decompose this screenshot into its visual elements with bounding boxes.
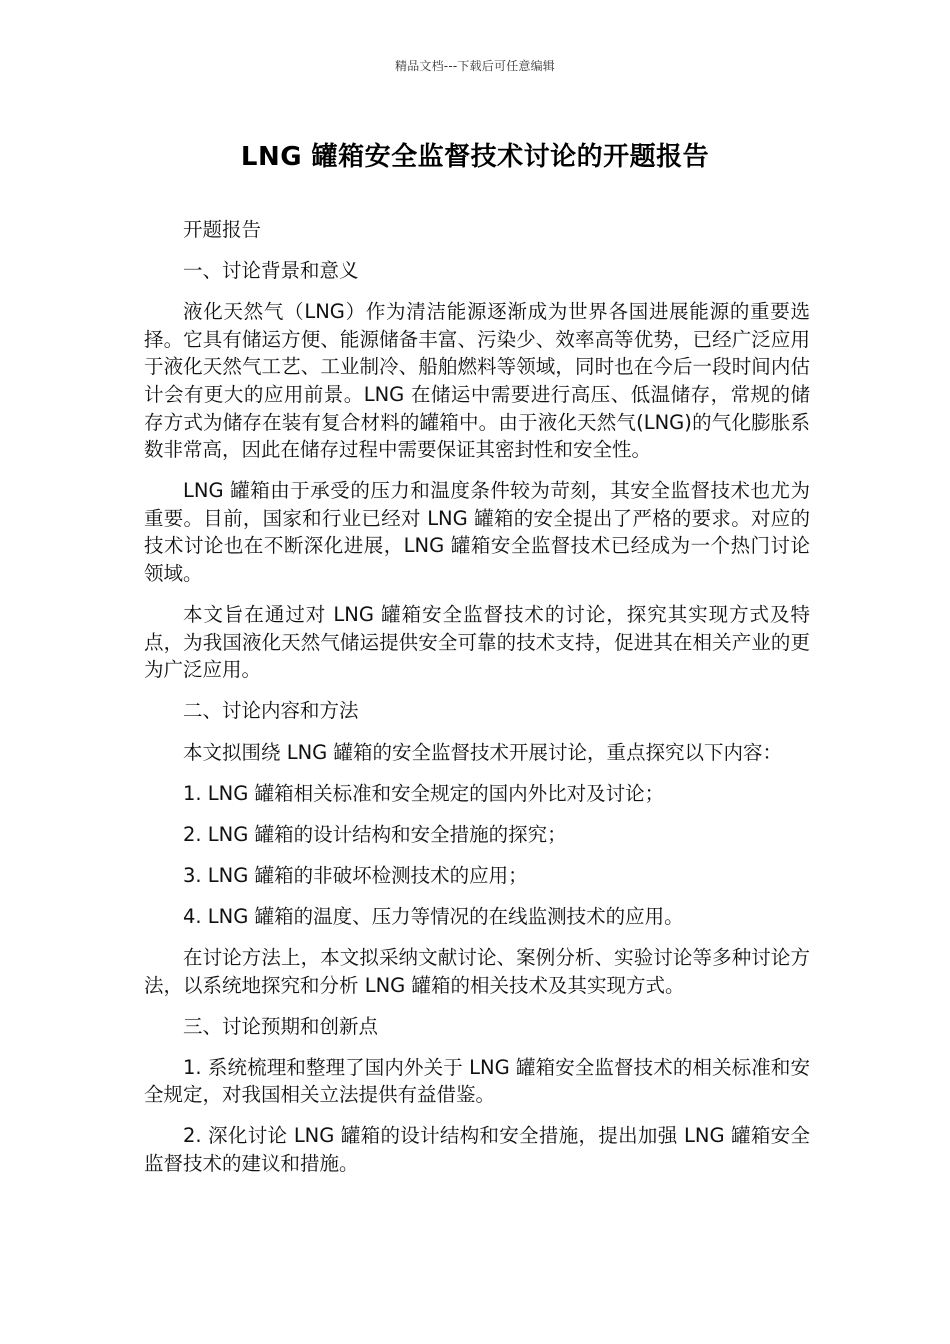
paragraph-report-label: 开题报告 <box>183 218 262 241</box>
list-item: 3. LNG 罐箱的非破坏检测技术的应用； <box>183 863 528 887</box>
header-note: 精品文档---下载后可任意编辑 <box>395 59 555 73</box>
section-heading-content-method: 二、讨论内容和方法 <box>183 699 359 723</box>
document-body <box>144 216 810 1191</box>
section-heading-expectations: 三、讨论预期和创新点 <box>183 1014 379 1038</box>
paragraph: 本文拟围绕 LNG 罐箱的安全监督技术开展讨论，重点探究以下内容： <box>183 740 782 764</box>
paragraph: 液化天然气（LNG）作为清洁能源逐渐成为世界各国进展能源的重要选择。它具有储运方便、能源储备丰富、污染少、效率高等优势，已经广泛应用于液化天然气工艺、工业制冷、船舶燃料等领域，同时也在今后一段时间内估计会有更大的应用前景。LNG 在储运中需要进行高压、低温储存，常规的储存方式为储存在装有复合材料的罐箱中。由于液化天然气(LNG)的气化膨胀系数非常高，因此在储存过程中需要保证其密封性和安全性。 <box>144 300 810 462</box>
section-heading-background: 一、讨论背景和意义 <box>183 259 359 283</box>
list-item: 1. 系统梳理和整理了国内外关于 LNG 罐箱安全监督技术的相关标准和安全规定，对我国相关立法提供有益借鉴。 <box>144 1055 810 1107</box>
document-title: LNG 罐箱安全监督技术讨论的开题报告 <box>240 142 710 172</box>
paragraph: 在讨论方法上，本文拟采纳文献讨论、案例分析、实验讨论等多种讨论方法，以系统地探究和分析 LNG 罐箱的相关技术及其实现方式。 <box>144 945 810 997</box>
list-item: 4. LNG 罐箱的温度、压力等情况的在线监测技术的应用。 <box>183 904 684 928</box>
paragraph: 本文旨在通过对 LNG 罐箱安全监督技术的讨论，探究其实现方式及特点，为我国液化天然气储运提供安全可靠的技术支持，促进其在相关产业的更为广泛应用。 <box>144 603 810 682</box>
list-item: 1. LNG 罐箱相关标准和安全规定的国内外比对及讨论； <box>183 781 665 805</box>
list-item: 2. LNG 罐箱的设计结构和安全措施的探究； <box>183 822 567 846</box>
paragraph: LNG 罐箱由于承受的压力和温度条件较为苛刻，其安全监督技术也尤为重要。目前，国家和行业已经对 LNG 罐箱的安全提出了严格的要求。对应的技术讨论也在不断深化进展，LNG 罐箱安全监督技术已经成为一个热门讨论领域。 <box>144 479 810 586</box>
list-item: 2. 深化讨论 LNG 罐箱的设计结构和安全措施，提出加强 LNG 罐箱安全监督技术的建议和措施。 <box>144 1124 810 1176</box>
